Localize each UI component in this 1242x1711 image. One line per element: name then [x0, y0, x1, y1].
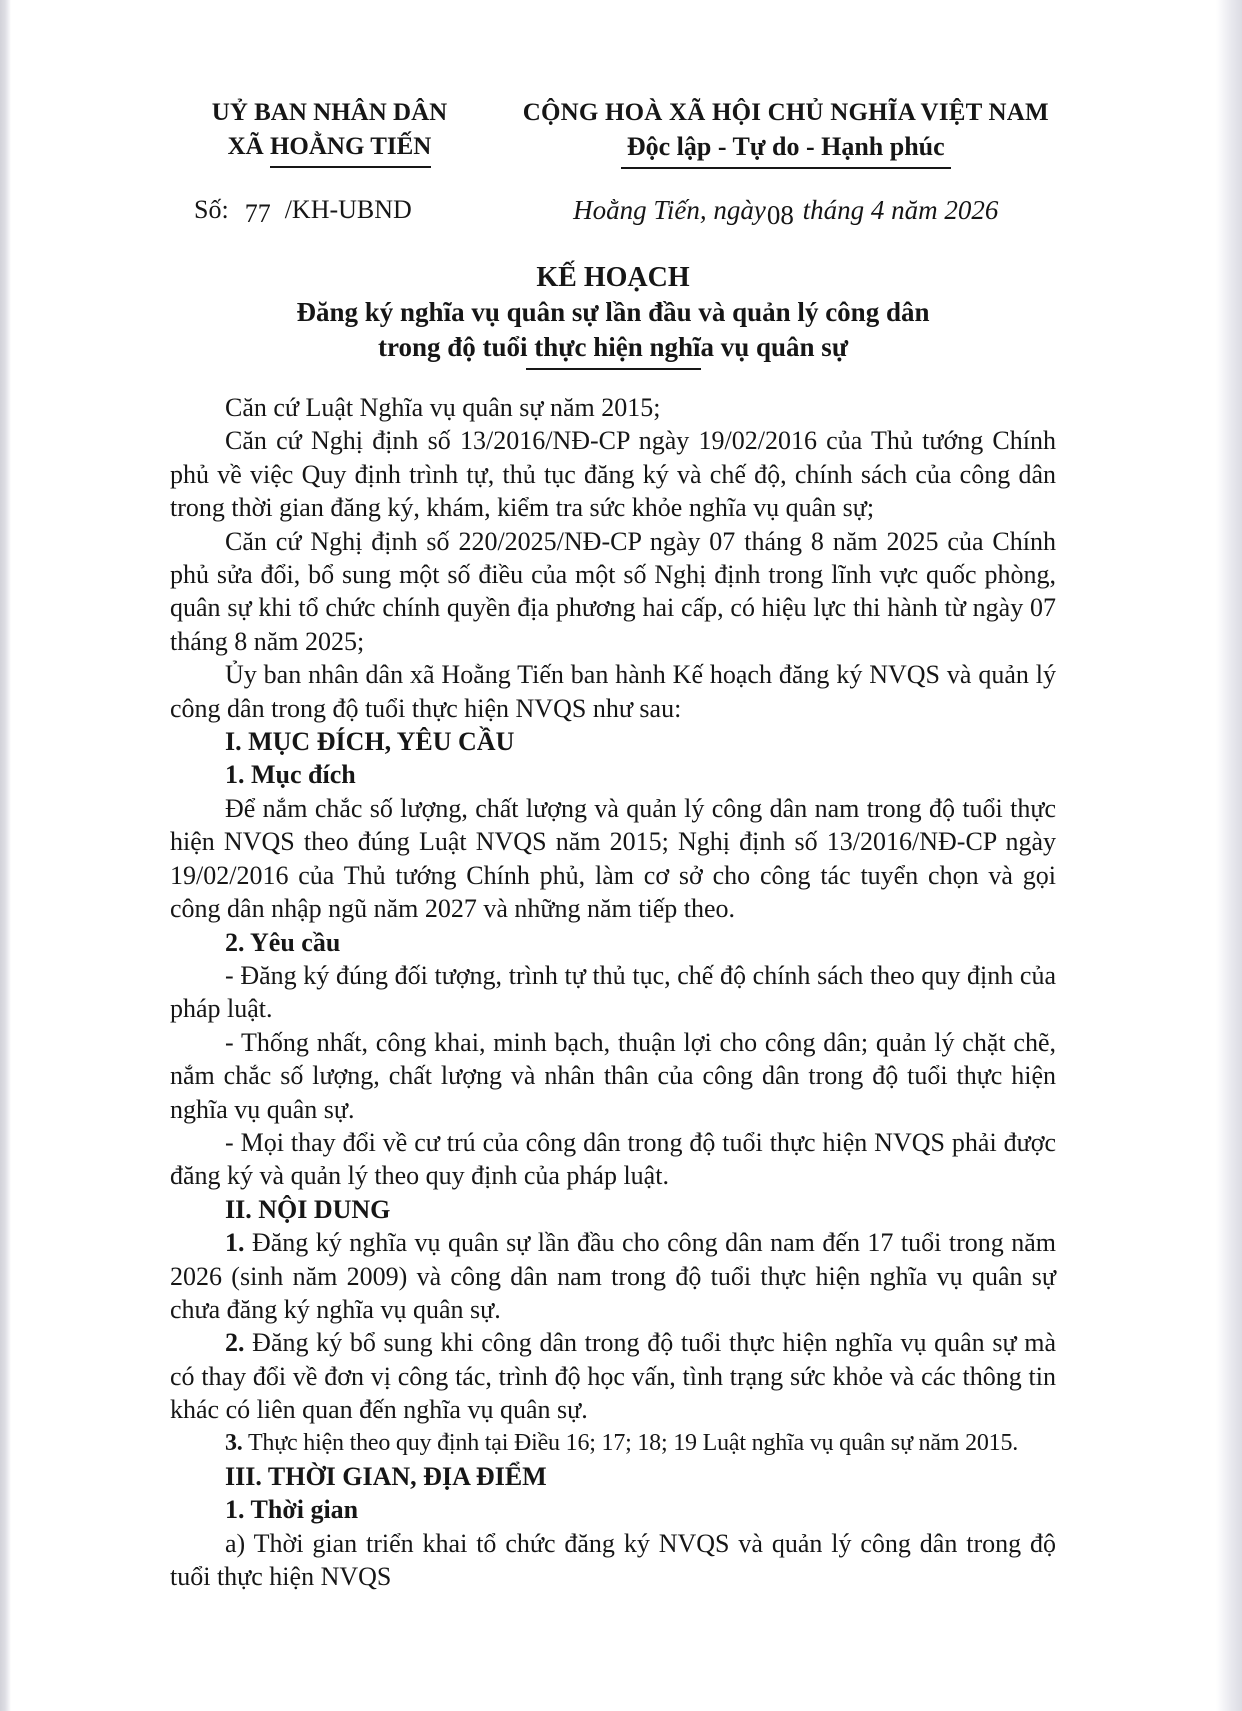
paragraph-text: Đăng ký nghĩa vụ quân sự lần đầu cho công dân nam đến 17 tuổi trong năm 2026 (sinh năm 2009) và công dân nam trong độ tuổi thực hiện nghĩa vụ quân sự chưa đăng ký nghĩa vụ quân sự.: [170, 1228, 1056, 1324]
org-parent-name: UỶ BAN NHÂN DÂN: [211, 99, 448, 126]
national-motto: Độc lập - Tự do - Hạnh phúc: [621, 130, 951, 169]
title-separator-line: [526, 368, 701, 370]
paragraph: [170, 391, 1056, 424]
paragraph-text: 1. Mục đích: [225, 760, 356, 790]
paragraph: [170, 1427, 1056, 1460]
paragraph-text: Để nắm chắc số lượng, chất lượng và quản lý công dân nam trong độ tuổi thực hiện NVQS theo đúng Luật NVQS năm 2015; Nghị định số 13/2016/NĐ-CP ngày 19/02/2016 của Thủ tướng Chính phủ, làm cơ sở cho công tác tuyển chọn và gọi công dân nhập ngũ năm 2027 và những năm tiếp theo.: [170, 793, 1056, 924]
section-heading: [170, 926, 1056, 959]
paragraph-text: 2. Yêu cầu: [225, 927, 341, 957]
document-meta-row: [170, 195, 1056, 230]
paragraph-text: - Thống nhất, công khai, minh bạch, thuận lợi cho công dân; quản lý chặt chẽ, nắm chắc số lượng, chất lượng và nhân thân của công dân trong độ tuổi thực hiện nghĩa vụ quân sự.: [170, 1027, 1056, 1124]
document-number: [170, 195, 489, 226]
date-day: 08: [766, 200, 794, 230]
paragraph: [170, 1126, 1056, 1193]
document-title-line2: trong độ tuổi thực hiện nghĩa vụ quân sự: [377, 332, 849, 362]
paragraph: [170, 424, 1056, 524]
paragraph-text: - Đăng ký đúng đối tượng, trình tự thủ tục, chế độ chính sách theo quy định của pháp luật.: [170, 960, 1056, 1024]
doc-number-value: 77: [244, 199, 271, 228]
paragraph: [170, 1026, 1056, 1126]
doc-number-suffix: /KH-UBND: [284, 195, 412, 224]
paragraph: [170, 658, 1056, 725]
document-type-title: KẾ HOẠCH: [536, 262, 690, 293]
org-name-prefix: XÃ: [227, 133, 270, 160]
section-heading: [170, 1493, 1056, 1526]
paragraph: [170, 1527, 1056, 1594]
date-prefix: Hoằng Tiến, ngày: [573, 195, 766, 225]
paragraph-text: - Mọi thay đổi về cư trú của công dân trong độ tuổi thực hiện NVQS phải được đăng ký và quản lý theo quy định của pháp luật.: [170, 1127, 1056, 1191]
document-body: [170, 391, 1056, 1594]
document-title-block: [170, 260, 1056, 370]
paragraph-text: II. NỘI DUNG: [225, 1194, 391, 1224]
paragraph-text: III. THỜI GIAN, ĐỊA ĐIỂM: [225, 1462, 547, 1491]
paragraph: [170, 959, 1056, 1026]
section-heading: [170, 725, 1056, 758]
paragraph: [170, 792, 1056, 926]
section-heading: [170, 1460, 1056, 1493]
paragraph-text: Thực hiện theo quy định tại Điều 16; 17; 18; 19 Luật nghĩa vụ quân sự năm 2015.: [242, 1429, 1019, 1456]
document-title-line1: Đăng ký nghĩa vụ quân sự lần đầu và quản lý công dân: [296, 297, 930, 327]
document-header: [170, 96, 1056, 169]
country-title: CỘNG HOÀ XÃ HỘI CHỦ NGHĨA VIỆT NAM: [522, 99, 1049, 126]
paragraph-number: 1.: [225, 1228, 245, 1258]
org-name-line: [170, 130, 489, 168]
paragraph-text: 1. Thời gian: [225, 1495, 359, 1525]
issuing-org-block: [170, 96, 489, 168]
paragraph-text: Đăng ký bổ sung khi công dân trong độ tuổi thực hiện nghĩa vụ quân sự mà có thay đổi về đơn vị công tác, trình độ học vấn, tình trạng sức khỏe và các thông tin khác có liên quan đến nghĩa vụ quân sự.: [170, 1328, 1056, 1425]
paragraph-text: I. MỤC ĐÍCH, YÊU CẦU: [225, 727, 515, 757]
paragraph: [170, 1226, 1056, 1326]
org-name: HOẰNG TIẾN: [270, 130, 431, 168]
paragraph-text: Căn cứ Nghị định số 13/2016/NĐ-CP ngày 19/02/2016 của Thủ tướng Chính phủ về việc Quy định trình tự, thủ tục đăng ký và chế độ, chính sách của công dân trong thời gian đăng ký, khám, kiểm tra sức khỏe nghĩa vụ quân sự;: [170, 426, 1056, 523]
paragraph-number: 2.: [225, 1328, 245, 1358]
paragraph-text: Căn cứ Luật Nghĩa vụ quân sự năm 2015;: [225, 393, 661, 422]
paragraph-text: Căn cứ Nghị định số 220/2025/NĐ-CP ngày 07 tháng 8 năm 2025 của Chính phủ sửa đổi, bổ sung một số điều của một số Nghị định trong lĩnh vực quốc phòng, quân sự khi tổ chức chính quyền địa phương hai cấp, có hiệu lực thi hành từ ngày 07 tháng 8 năm 2025;: [170, 526, 1056, 656]
doc-number-label: Số:: [194, 195, 229, 224]
paragraph: [170, 1326, 1056, 1426]
date-place-line: [516, 195, 1056, 230]
section-heading: [170, 758, 1056, 791]
national-header-block: [516, 96, 1056, 169]
paragraph-text: a) Thời gian triển khai tổ chức đăng ký NVQS và quản lý công dân trong độ tuổi thực hiện NVQS: [170, 1528, 1056, 1592]
paragraph-number: 3.: [225, 1429, 243, 1456]
section-heading: [170, 1193, 1056, 1226]
paragraph-text: Ủy ban nhân dân xã Hoằng Tiến ban hành Kế hoạch đăng ký NVQS và quản lý công dân trong độ tuổi thực hiện NVQS như sau:: [170, 660, 1056, 723]
date-suffix: tháng 4 năm 2026: [795, 195, 999, 225]
paragraph: [170, 525, 1056, 659]
